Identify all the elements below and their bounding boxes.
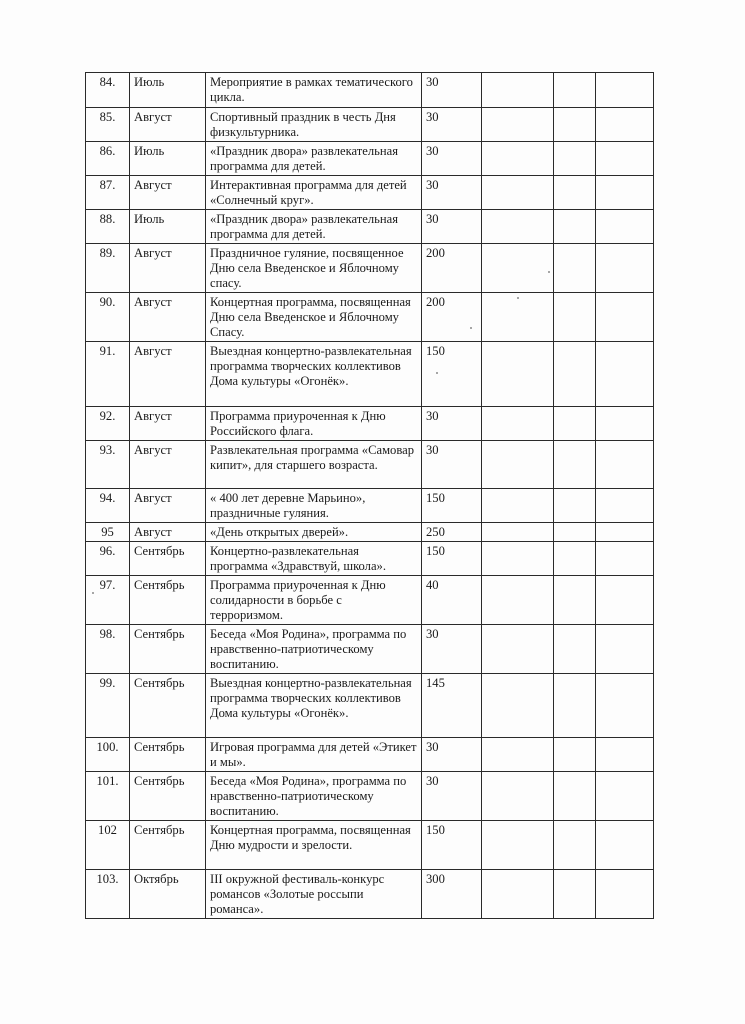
row-event: Программа приуроченная к Дню солидарности в борьбе с терроризмом.: [206, 576, 422, 625]
empty-cell: [482, 821, 554, 870]
empty-cell: [482, 542, 554, 576]
row-number: 98.: [86, 625, 130, 674]
empty-cell: [482, 244, 554, 293]
row-number: 88.: [86, 210, 130, 244]
empty-cell: [482, 738, 554, 772]
row-event: Спортивный праздник в честь Дня физкультурника.: [206, 108, 422, 142]
empty-cell: [482, 210, 554, 244]
empty-cell: [554, 210, 596, 244]
row-month: Сентябрь: [130, 576, 206, 625]
empty-cell: [596, 244, 654, 293]
empty-cell: [482, 441, 554, 489]
empty-cell: [596, 625, 654, 674]
row-number: 101.: [86, 772, 130, 821]
row-month: Август: [130, 342, 206, 407]
row-participants: 200: [422, 244, 482, 293]
row-month: Август: [130, 407, 206, 441]
row-event: «Праздник двора» развлекательная программа для детей.: [206, 142, 422, 176]
empty-cell: [596, 821, 654, 870]
row-month: Сентябрь: [130, 738, 206, 772]
row-number: 96.: [86, 542, 130, 576]
row-participants: 40: [422, 576, 482, 625]
empty-cell: [596, 738, 654, 772]
empty-cell: [554, 625, 596, 674]
table-row: [86, 772, 654, 821]
scan-speck: [470, 327, 472, 329]
empty-cell: [482, 176, 554, 210]
table-row: [86, 108, 654, 142]
empty-cell: [482, 674, 554, 738]
row-participants: 150: [422, 489, 482, 523]
row-number: 103.: [86, 870, 130, 919]
empty-cell: [482, 870, 554, 919]
events-table: [85, 72, 654, 919]
empty-cell: [554, 821, 596, 870]
empty-cell: [482, 772, 554, 821]
row-month: Сентябрь: [130, 625, 206, 674]
table-row: [86, 523, 654, 542]
row-number: 99.: [86, 674, 130, 738]
table-row: [86, 210, 654, 244]
empty-cell: [482, 407, 554, 441]
row-event: Выездная концертно-развлекательная программа творческих коллективов Дома культуры «Огонёк».: [206, 674, 422, 738]
row-month: Сентябрь: [130, 542, 206, 576]
row-month: Июль: [130, 73, 206, 108]
row-participants: 30: [422, 210, 482, 244]
table-body: [86, 73, 654, 919]
scan-speck: [517, 297, 519, 299]
row-number: 97.: [86, 576, 130, 625]
table-row: [86, 441, 654, 489]
row-participants: 250: [422, 523, 482, 542]
row-month: Сентябрь: [130, 772, 206, 821]
empty-cell: [596, 576, 654, 625]
empty-cell: [596, 342, 654, 407]
row-month: Август: [130, 523, 206, 542]
empty-cell: [554, 441, 596, 489]
row-number: 100.: [86, 738, 130, 772]
empty-cell: [554, 738, 596, 772]
empty-cell: [596, 108, 654, 142]
empty-cell: [596, 176, 654, 210]
table-row: [86, 821, 654, 870]
row-month: Сентябрь: [130, 674, 206, 738]
row-event: Концертная программа, посвященная Дню мудрости и зрелости.: [206, 821, 422, 870]
row-event: Концертно-развлекательная программа «Здравствуй, школа».: [206, 542, 422, 576]
empty-cell: [554, 542, 596, 576]
row-event: Программа приуроченная к Дню Российского флага.: [206, 407, 422, 441]
empty-cell: [554, 523, 596, 542]
row-event: Интерактивная программа для детей «Солнечный круг».: [206, 176, 422, 210]
row-participants: 300: [422, 870, 482, 919]
empty-cell: [482, 523, 554, 542]
row-event: Беседа «Моя Родина», программа по нравственно-патриотическому воспитанию.: [206, 625, 422, 674]
table-row: [86, 73, 654, 108]
scan-speck: [436, 372, 438, 374]
row-month: Август: [130, 108, 206, 142]
empty-cell: [482, 489, 554, 523]
row-number: 84.: [86, 73, 130, 108]
empty-cell: [554, 142, 596, 176]
row-month: Август: [130, 441, 206, 489]
row-number: 92.: [86, 407, 130, 441]
table-row: [86, 542, 654, 576]
row-event: Праздничное гуляние, посвященное Дню села Введенское и Яблочному спасу.: [206, 244, 422, 293]
empty-cell: [554, 407, 596, 441]
row-participants: 30: [422, 142, 482, 176]
empty-cell: [482, 625, 554, 674]
row-participants: 30: [422, 407, 482, 441]
row-month: Июль: [130, 210, 206, 244]
empty-cell: [554, 870, 596, 919]
row-participants: 150: [422, 542, 482, 576]
row-number: 102: [86, 821, 130, 870]
row-month: Октябрь: [130, 870, 206, 919]
empty-cell: [554, 342, 596, 407]
empty-cell: [482, 73, 554, 108]
scan-speck: [548, 271, 550, 273]
table-row: [86, 674, 654, 738]
empty-cell: [554, 674, 596, 738]
row-month: Июль: [130, 142, 206, 176]
row-month: Август: [130, 489, 206, 523]
empty-cell: [596, 542, 654, 576]
row-event: «Праздник двора» развлекательная программа для детей.: [206, 210, 422, 244]
table-row: [86, 176, 654, 210]
empty-cell: [596, 772, 654, 821]
row-participants: 30: [422, 73, 482, 108]
table-row: [86, 142, 654, 176]
row-month: Сентябрь: [130, 821, 206, 870]
empty-cell: [596, 489, 654, 523]
empty-cell: [482, 576, 554, 625]
table-row: [86, 342, 654, 407]
table-row: [86, 576, 654, 625]
row-event: Выездная концертно-развлекательная программа творческих коллективов Дома культуры «Огонёк».: [206, 342, 422, 407]
empty-cell: [596, 210, 654, 244]
table-row: [86, 293, 654, 342]
empty-cell: [596, 441, 654, 489]
row-number: 93.: [86, 441, 130, 489]
empty-cell: [482, 142, 554, 176]
empty-cell: [554, 73, 596, 108]
row-number: 86.: [86, 142, 130, 176]
empty-cell: [482, 293, 554, 342]
empty-cell: [596, 407, 654, 441]
empty-cell: [596, 674, 654, 738]
table-row: [86, 407, 654, 441]
empty-cell: [596, 523, 654, 542]
row-participants: 30: [422, 441, 482, 489]
row-event: Концертная программа, посвященная Дню села Введенское и Яблочному Спасу.: [206, 293, 422, 342]
row-event: Развлекательная программа «Самовар кипит», для старшего возраста.: [206, 441, 422, 489]
empty-cell: [554, 772, 596, 821]
empty-cell: [554, 293, 596, 342]
row-event: Беседа «Моя Родина», программа по нравственно-патриотическому воспитанию.: [206, 772, 422, 821]
row-number: 85.: [86, 108, 130, 142]
row-number: 90.: [86, 293, 130, 342]
table-row: [86, 625, 654, 674]
row-event: Игровая программа для детей «Этикет и мы».: [206, 738, 422, 772]
row-participants: 150: [422, 821, 482, 870]
row-participants: 145: [422, 674, 482, 738]
table-row: [86, 738, 654, 772]
empty-cell: [596, 293, 654, 342]
scan-speck: [92, 592, 94, 594]
row-event: «День открытых дверей».: [206, 523, 422, 542]
row-participants: 30: [422, 176, 482, 210]
row-event: III окружной фестиваль-конкурс романсов «Золотые россыпи романса».: [206, 870, 422, 919]
row-participants: 30: [422, 625, 482, 674]
table-row: [86, 870, 654, 919]
row-event: « 400 лет деревне Марьино», праздничные гуляния.: [206, 489, 422, 523]
table-row: [86, 244, 654, 293]
row-participants: 30: [422, 772, 482, 821]
row-number: 95: [86, 523, 130, 542]
empty-cell: [554, 244, 596, 293]
row-month: Август: [130, 293, 206, 342]
row-number: 91.: [86, 342, 130, 407]
empty-cell: [596, 73, 654, 108]
empty-cell: [554, 176, 596, 210]
row-participants: 150: [422, 342, 482, 407]
row-month: Август: [130, 176, 206, 210]
row-month: Август: [130, 244, 206, 293]
empty-cell: [482, 342, 554, 407]
empty-cell: [554, 489, 596, 523]
row-number: 87.: [86, 176, 130, 210]
empty-cell: [554, 108, 596, 142]
row-number: 94.: [86, 489, 130, 523]
row-participants: 30: [422, 108, 482, 142]
row-event: Мероприятие в рамках тематического цикла.: [206, 73, 422, 108]
table-row: [86, 489, 654, 523]
row-participants: 200: [422, 293, 482, 342]
row-participants: 30: [422, 738, 482, 772]
empty-cell: [596, 142, 654, 176]
row-number: 89.: [86, 244, 130, 293]
empty-cell: [482, 108, 554, 142]
empty-cell: [554, 576, 596, 625]
empty-cell: [596, 870, 654, 919]
